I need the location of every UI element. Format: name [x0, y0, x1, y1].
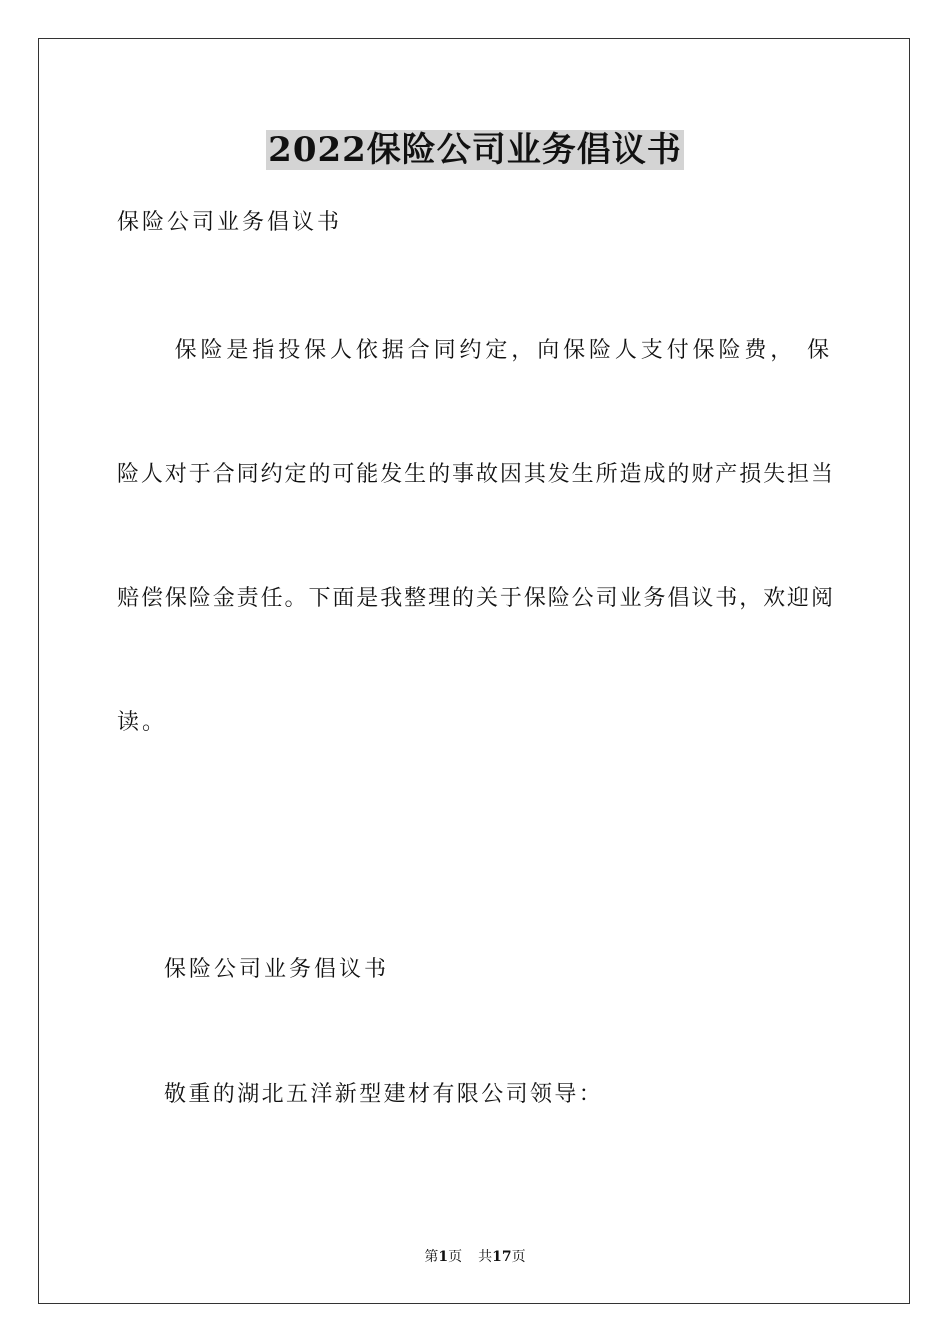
document-title	[0, 128, 950, 172]
footer-total-prefix: 共	[478, 1249, 493, 1265]
footer-page-suffix: 页	[448, 1249, 463, 1265]
page-footer	[0, 1248, 950, 1266]
document-subtitle: 保险公司业务倡议书	[117, 210, 343, 235]
footer-total-suffix: 页	[511, 1249, 526, 1265]
intro-line-2: 险人对于合同约定的可能发生的事故因其发生所造成的财产损失担当	[117, 462, 833, 487]
intro-line-3: 赔偿保险金责任。下面是我整理的关于保险公司业务倡议书，欢迎阅	[117, 586, 833, 611]
footer-current-page: 1	[438, 1249, 449, 1265]
salutation: 敬重的湖北五洋新型建材有限公司领导：	[164, 1082, 604, 1107]
footer-page-prefix: 第	[424, 1249, 439, 1265]
section-heading: 保险公司业务倡议书	[164, 957, 390, 982]
document-title-text: 2022保险公司业务倡议书	[268, 130, 682, 170]
intro-line-1: 保险是指投保人依据合同约定，向保险人支付保险费， 保	[174, 338, 833, 363]
intro-line-4: 读。	[117, 710, 168, 735]
footer-total-pages: 17	[492, 1249, 512, 1265]
